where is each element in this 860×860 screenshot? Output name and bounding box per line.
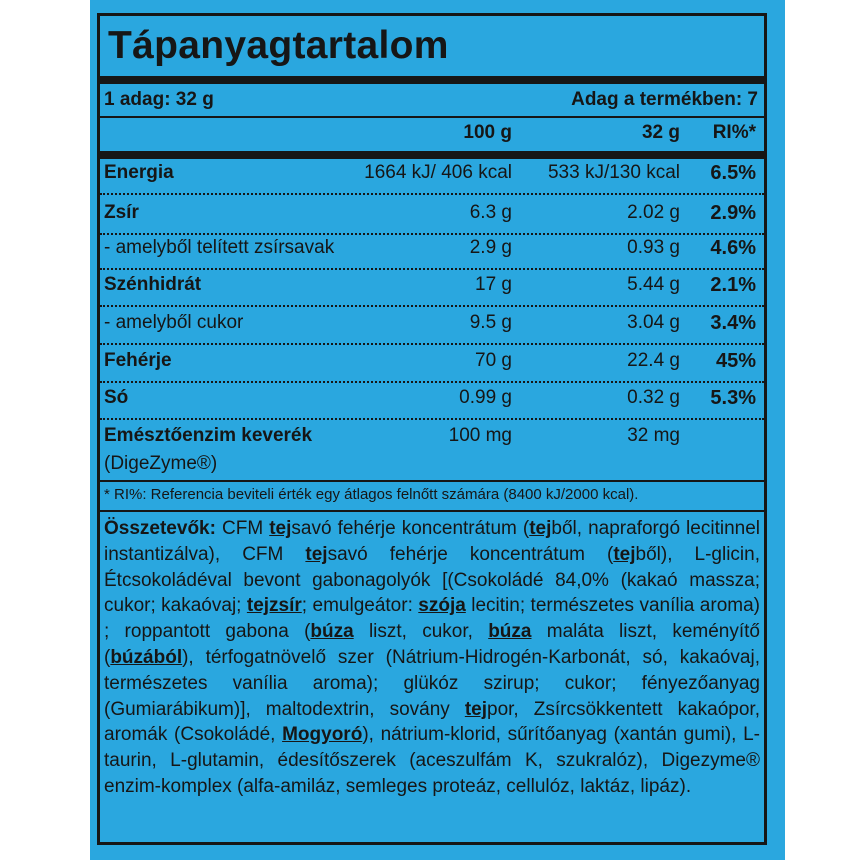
serving-rule bbox=[100, 116, 764, 118]
row-divider bbox=[100, 305, 764, 307]
enzyme-subtitle: (DigeZyme®) bbox=[104, 453, 218, 474]
nutrient-name: Emésztőenzim keverék bbox=[104, 425, 313, 446]
nutrient-value-serving: 2.02 g bbox=[627, 202, 680, 223]
ingredient-text: savó fehérje koncentrátum ( bbox=[291, 518, 530, 539]
allergen: tej bbox=[464, 698, 488, 720]
allergen: tej bbox=[529, 518, 552, 539]
ingredient-text: ), nátrium-klorid, sűrítőanyag (xantán gumi), L-taurin, L-glutamin, édesítőszerek (aceszulfám K, szukralóz), Digezyme® enzim-komplex (alfa-amiláz, semleges proteáz, cellulóz, laktáz, lipáz). bbox=[104, 724, 760, 797]
allergen: tej bbox=[269, 518, 292, 539]
title-rule bbox=[100, 76, 764, 84]
ingredient-text: ből, napraforgó lecitinnel instantizálva), CFM bbox=[104, 518, 760, 565]
nutrient-name: Zsír bbox=[104, 202, 139, 223]
nutrient-value-serving: 0.32 g bbox=[627, 387, 680, 408]
nutrient-value-serving: 32 mg bbox=[627, 425, 680, 446]
nutrient-value-100g: 2.9 g bbox=[469, 237, 512, 258]
header-per100: 100 g bbox=[463, 122, 512, 143]
nutrient-value-serving: 22.4 g bbox=[627, 350, 680, 371]
row-divider bbox=[100, 381, 764, 383]
row-divider bbox=[100, 343, 764, 345]
ingredient-text: ből), L-glicin, Étcsokoládéval bevont gabonagolyók [(Csokoládé 84,0% (kakaó massza; cukor; kakaóvaj; bbox=[104, 543, 760, 617]
footnote-rule bbox=[100, 510, 764, 512]
nutrient-value-100g: 6.3 g bbox=[469, 202, 512, 223]
nutrient-ri: 4.6% bbox=[710, 237, 756, 259]
nutrient-ri: 5.3% bbox=[710, 387, 756, 409]
ingredients-heading: Összetevők: bbox=[104, 518, 216, 539]
allergen: Mogyoró bbox=[282, 724, 363, 746]
nutrient-value-100g: 100 mg bbox=[448, 425, 512, 446]
nutrient-value-100g: 1664 kJ/ 406 kcal bbox=[364, 162, 512, 183]
nutrient-name: Fehérje bbox=[104, 350, 172, 371]
allergen: búza bbox=[310, 621, 354, 643]
allergen: tejzsír bbox=[246, 595, 302, 617]
nutrient-ri: 2.9% bbox=[710, 202, 756, 224]
header-ri: RI%* bbox=[712, 122, 756, 143]
nutrient-name: Só bbox=[104, 387, 129, 408]
ingredient-text: lecitin; természetes vanília aroma) ; roppantott gabona ( bbox=[104, 595, 760, 643]
row-divider bbox=[100, 418, 764, 420]
nutrient-value-100g: 70 g bbox=[475, 350, 512, 371]
nutrient-name: - amelyből cukor bbox=[104, 312, 244, 333]
ingredient-text: ), térfogatnövelő szer (Nátrium-Hidrogén-Karbonát, só, kakaóvaj, természetes vanília aroma); glükóz szirup; cukor; fényezőanyag (Gumiarábikum)], maltodextrin, sovány bbox=[104, 646, 760, 720]
nutrient-name: - amelyből telített zsírsavak bbox=[104, 237, 335, 258]
ingredient-text: CFM bbox=[215, 518, 270, 539]
ingredient-text: maláta liszt, keményítő ( bbox=[104, 621, 760, 668]
row-divider bbox=[100, 193, 764, 195]
allergen: tej bbox=[613, 543, 636, 565]
table-bottom-rule bbox=[100, 480, 764, 482]
nutrient-value-100g: 17 g bbox=[475, 274, 512, 295]
nutrient-name: Energia bbox=[104, 162, 174, 183]
nutrient-ri: 45% bbox=[715, 350, 756, 372]
nutrient-value-serving: 3.04 g bbox=[627, 312, 680, 333]
allergen: tej bbox=[305, 543, 328, 565]
ingredient-text: savó fehérje koncentrátum ( bbox=[327, 543, 614, 565]
allergen: szója bbox=[418, 595, 466, 617]
nutrient-value-serving: 5.44 g bbox=[627, 274, 680, 295]
nutrition-label bbox=[97, 13, 767, 845]
header-rule bbox=[100, 151, 764, 159]
nutrient-ri: 3.4% bbox=[710, 312, 756, 334]
row-divider bbox=[100, 268, 764, 270]
nutrient-value-100g: 0.99 g bbox=[459, 387, 512, 408]
nutrient-ri: 2.1% bbox=[710, 274, 756, 296]
allergen: búza bbox=[488, 621, 532, 643]
allergen: búzából bbox=[110, 646, 183, 668]
servings-per-pack: Adag a termékben: 7 bbox=[571, 89, 758, 110]
footnote: * RI%: Referencia beviteli érték egy átlagos felnőtt számára (8400 kJ/2000 kcal). bbox=[104, 486, 639, 503]
ingredient-text: por, Zsírcsökkentett kakaópor, aromák (Csokoládé, bbox=[104, 698, 760, 746]
nutrient-name: Szénhidrát bbox=[104, 274, 202, 295]
nutrient-ri: 6.5% bbox=[710, 162, 756, 184]
ingredients-text bbox=[104, 516, 760, 800]
nutrient-value-serving: 533 kJ/130 kcal bbox=[547, 162, 680, 183]
row-divider bbox=[100, 233, 764, 235]
nutrient-value-100g: 9.5 g bbox=[469, 312, 512, 333]
ingredient-text: ; emulgeátor: bbox=[301, 595, 419, 617]
serving-size: 1 adag: 32 g bbox=[104, 89, 214, 110]
nutrient-value-serving: 0.93 g bbox=[627, 237, 680, 258]
label-title: Tápanyagtartalom bbox=[108, 24, 449, 67]
ingredient-text: liszt, cukor, bbox=[353, 621, 489, 643]
header-per-serving: 32 g bbox=[641, 122, 680, 143]
